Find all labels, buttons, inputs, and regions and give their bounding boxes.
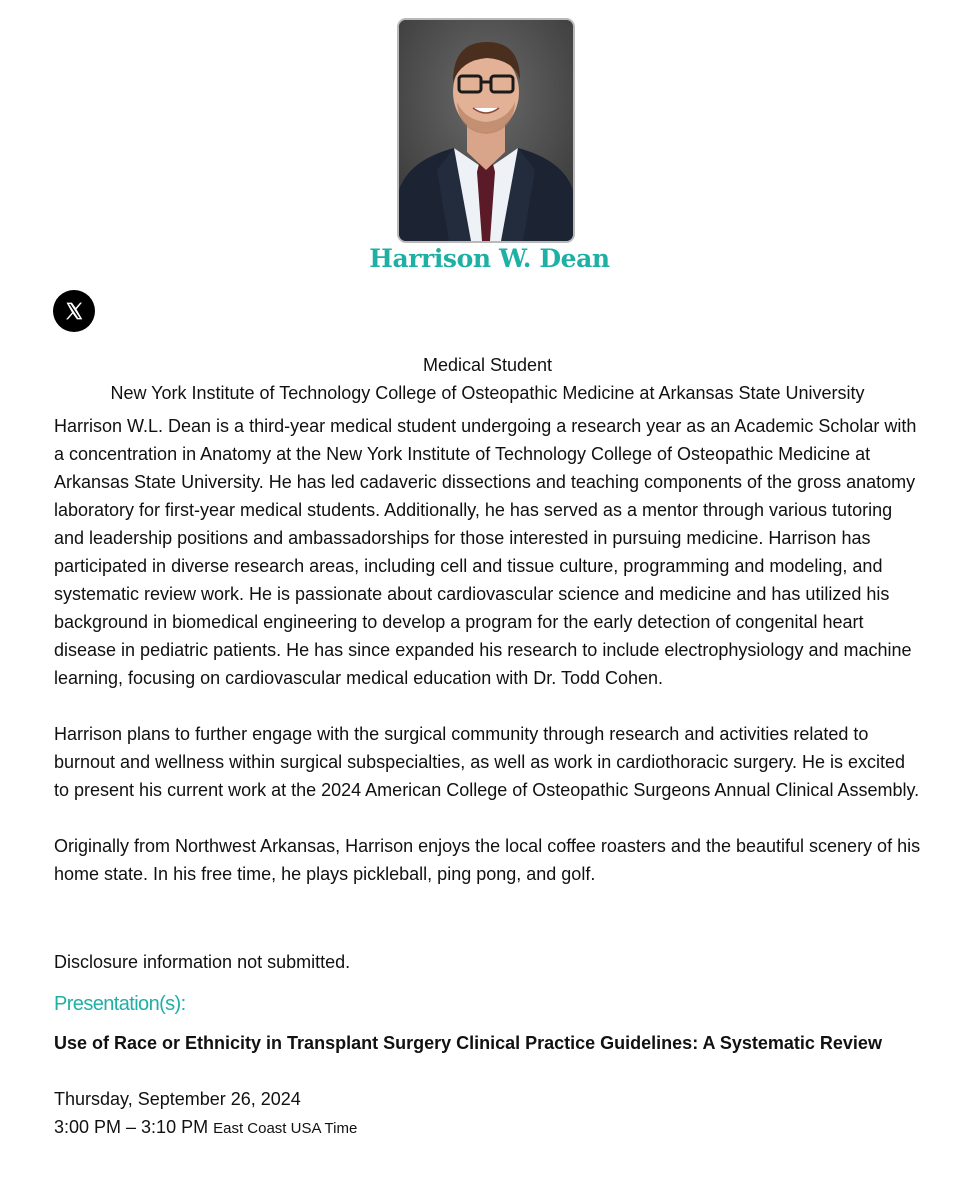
presentations-heading: Presentation(s): bbox=[54, 993, 186, 1015]
x-logo-icon bbox=[64, 301, 84, 321]
disclosure-text: Disclosure information not submitted. bbox=[54, 952, 351, 972]
presentation-time-range: 3:00 PM – 3:10 PM bbox=[54, 1117, 209, 1137]
bio-paragraph: Harrison plans to further engage with the surgical community through research and activities related to burnout and wellness within surgical subspecialties, as well as work in cardiothoracic surgery. He is excited to present his current work at the 2024 American College of Osteopathic Surgeons Annual Clinical Assembly. bbox=[54, 724, 920, 800]
bio-paragraph: Harrison W.L. Dean is a third-year medical student undergoing a research year as an Academic Scholar with a concentration in Anatomy at the New York Institute of Technology College of Osteopathic Medicine at Arkansas State University. He has led cadaveric dissections and teaching components of the gross anatomy laboratory for first-year medical students. Additionally, he has served as a mentor through various tutoring and leadership positions and ambassadorships for those interested in pursuing medicine. Harrison has participated in diverse research areas, including cell and tissue culture, programming and modeling, and systematic review work. He is passionate about cardiovascular science and medicine and has utilized his background in biomedical engineering to develop a program for the early detection of congenital heart disease in pediatric patients. He has since expanded his research to include electrophysiology and machine learning, focusing on cardiovascular medical education with Dr. Todd Cohen. bbox=[54, 416, 917, 688]
speaker-institution: New York Institute of Technology College of Osteopathic Medicine at Arkansas State University bbox=[110, 383, 865, 403]
speaker-name: Harrison W. Dean bbox=[369, 244, 610, 273]
bio-paragraph: Originally from Northwest Arkansas, Harrison enjoys the local coffee roasters and the beautiful scenery of his home state. In his free time, he plays pickleball, ping pong, and golf. bbox=[54, 836, 921, 884]
speaker-photo bbox=[397, 18, 575, 243]
x-profile-link[interactable] bbox=[53, 290, 95, 332]
speaker-role: Medical Student bbox=[422, 355, 553, 375]
presentation-time bbox=[54, 1115, 357, 1141]
presentation-date: Thursday, September 26, 2024 bbox=[54, 1089, 301, 1109]
speaker-bio bbox=[54, 412, 924, 888]
presentation-title-link[interactable]: Use of Race or Ethnicity in Transplant Surgery Clinical Practice Guidelines: A Systematic Review bbox=[54, 1033, 882, 1053]
presentation-timezone: East Coast USA Time bbox=[213, 1120, 358, 1137]
